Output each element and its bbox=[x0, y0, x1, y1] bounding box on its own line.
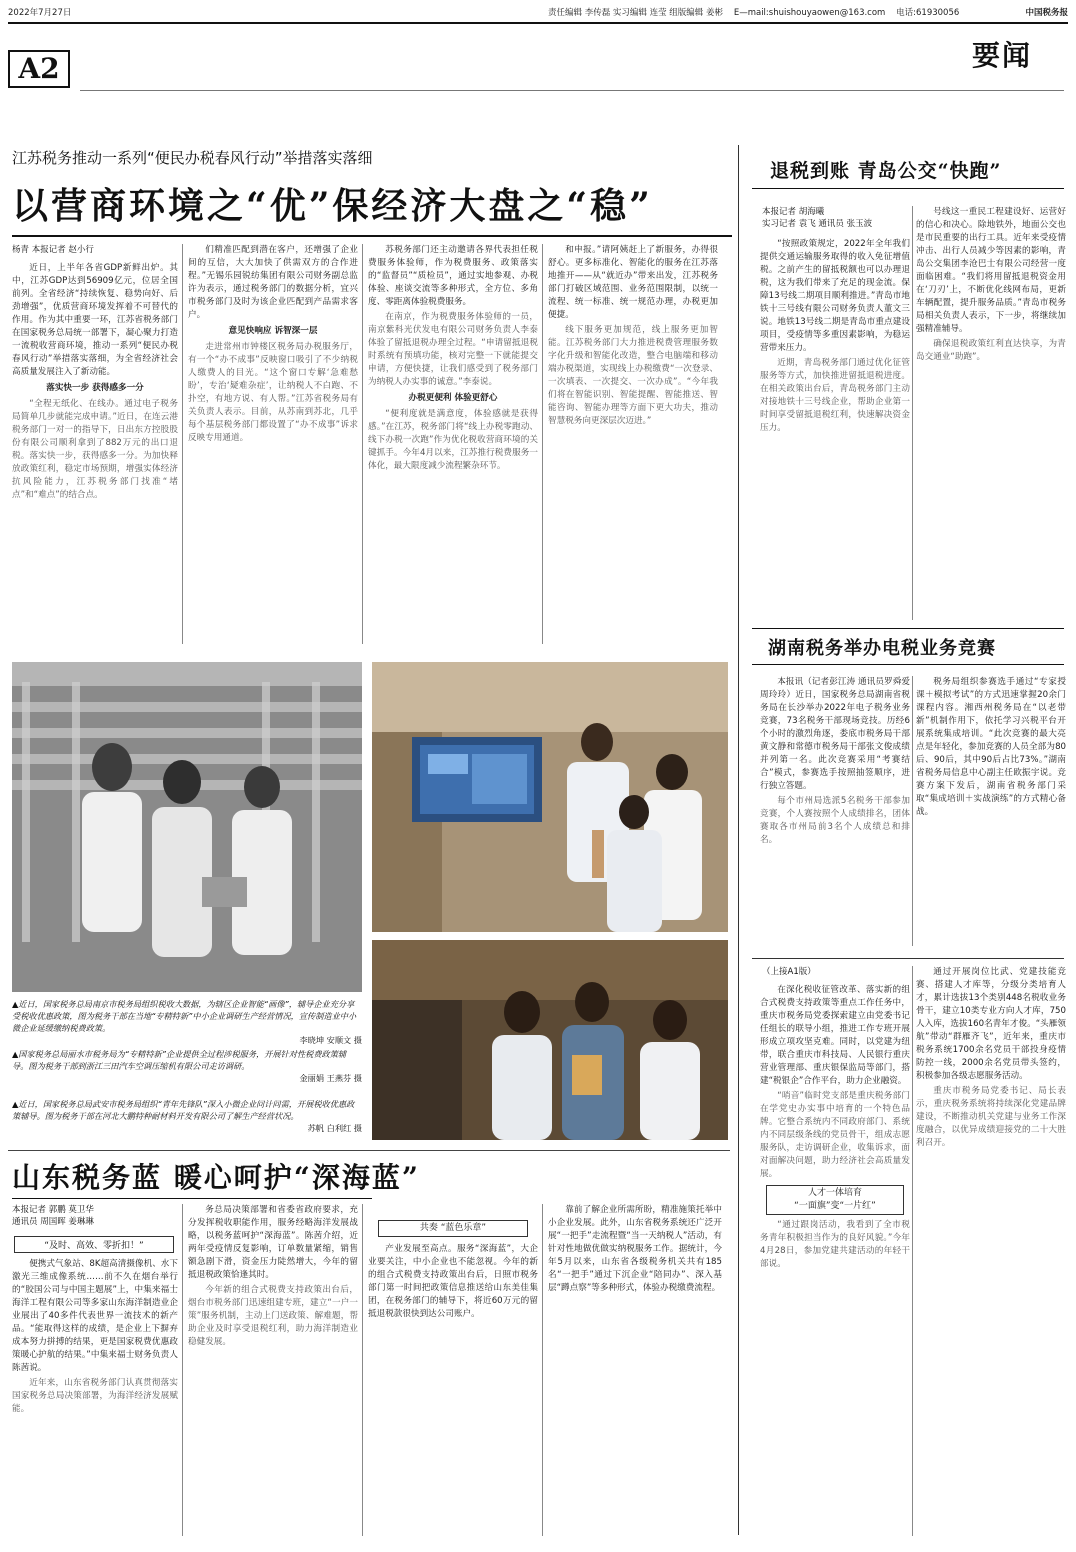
lead-rule bbox=[12, 235, 732, 237]
photo-caption-1 bbox=[12, 998, 362, 1046]
shandong-byline: 本报记者 郭鹏 莫卫华 通讯员 周国晖 姜琳琳 bbox=[12, 1205, 94, 1227]
shandong-divider-2 bbox=[362, 1204, 363, 1536]
qingdao-rule bbox=[752, 188, 1064, 189]
lead-byline: 杨青 本报记者 赵小行 bbox=[12, 245, 94, 255]
photo-factory-visit bbox=[12, 662, 362, 992]
shandong-top-rule bbox=[8, 1150, 730, 1151]
lead-col4-text: 和申报。”请阿姨赶上了新服务，办得很舒心。更多标准化、智能化的服务在江苏落地推开——从“就近办”带来出发，江苏税务部门打破区域范围、业务范围限制，以统一流程、统一标准、统一规范办理，办税更加便捷。 bbox=[548, 245, 718, 320]
hunan-col1-text: 本报讯（记者彭江涛 通讯员罗舜爱 周玲玲）近日，国家税务总局湖南省税务局在长沙举办2022年电子税务业务竞赛，73名税务干部现场竞技。历经6个小时的激烈角逐，娄底市税务局干部黄文静和常德市税务局干部张文俊成绩并列第一名。此次竞赛采用“考赛结合”模式，参赛选手按照抽签顺序，进行独立答题。 bbox=[760, 677, 910, 791]
caption-3-credit: 苏帆 白利红 摄 bbox=[307, 1123, 362, 1133]
caption-1-text: ▲近日，国家税务总局南京市税务局组织税收大数据，为辖区企业智能“画像”，辅导企业充分享受税收优惠政策，图为税务干部在当地“专精特新”中小企业调研生产经营情况，宣传制造业中小微企业延缓缴纳税费政策。 bbox=[12, 999, 357, 1033]
qingdao-col1-text: “按照政策规定，2022年全年我们提供交通运输服务取得的收入免征增值税。之前产生的留抵税额也可以办理退税，这为我们带来了充足的现金流。保障13号线二期项目顺利推进。”青岛市地铁十三号线有限公司财务负责人董文三说。地铁13号线二期是青岛市重点建设项目，受疫情等多重因素影响，为稳运营带来压力。 bbox=[760, 239, 910, 353]
qingdao-column-2: 号线这一重民工程建设好、运营好的信心和决心。除地铁外，地面公交也是市民重要的出行工具。近年来受疫情冲击、出行人员减少等因素的影响，青岛公交集团李沧巴士有限公司经营一度面临困难。“我们将用留抵退税资金用在‘刀刃’上，不断优化线网布局，更新车辆配置，提升服务品质。”青岛市税务局相关负责人表示，下一步，将继续加强精准辅导。 确保退税政策红利直达快享，为青岛交通业“助跑”。 bbox=[916, 207, 1066, 362]
shandong-divider-3 bbox=[542, 1204, 543, 1536]
continued-col1-text: 在深化税收征管改革、落实新的组合式税费支持政策等重点工作任务中，重庆市税务局党委探索建立由党委书记任组长的联导小组，推进工作专班开展形成立项攻坚克难。同时，以党建为纽带，联合重庆市科技局、人民银行重庆营业管理部、重庆银保监局等部门，搭建“税银企”合作平台，助力企业融资。 bbox=[760, 985, 910, 1086]
photo-consulting-art bbox=[372, 662, 728, 932]
qingdao-byline: 本报记者 胡海曦 实习记者 袁飞 通讯员 张玉波 bbox=[762, 207, 873, 229]
lead-divider-3 bbox=[542, 244, 543, 644]
shandong-column-3 bbox=[368, 1204, 538, 1538]
photo-caption-2 bbox=[12, 1048, 362, 1084]
shandong-subhead-2: 共奏 “蓝色乐章” bbox=[378, 1220, 528, 1237]
lead-column-4: 和申报。”请阿姨赶上了新服务，办得很舒心。更多标准化、智能化的服务在江苏落地推开——从“就近办”带来出发，江苏税务部门打破区域范围、业务范围限制，以统一流程、统一标准、统一规范办理，办税更加便捷。 线下服务更加规范，线上服务更加智能。江苏税务部门大力推进税费管理服务数字化升级和智能化改造，整合电脑端和移动端办税渠道，实现线上办税缴费“一次登录、一次填表、一次提交、一次办成”。“今年我们将在智能识别、智能提醒、智能推送、智能咨询、智能办理等方面下更大功夫，推动智慧税务向更深层次迈进。” bbox=[548, 245, 718, 426]
photo-factory-art bbox=[12, 662, 362, 992]
qingdao-divider bbox=[912, 206, 913, 620]
shandong-subhead-1: “及时、高效、零折扣！” bbox=[14, 1236, 174, 1253]
continued-subhead: 人才一体培育 “一面旗”变“一片红” bbox=[766, 1185, 904, 1215]
hunan-column-1: 本报讯（记者彭江涛 通讯员罗舜爱 周玲玲）近日，国家税务总局湖南省税务局在长沙举办2022年电子税务业务竞赛，73名税务干部现场竞技。历经6个小时的激烈角逐，娄底市税务局干部黄文静和常德市税务局干部张文俊成绩并列第一名。此次竞赛采用“考赛结合”模式，参赛选手按照抽签顺序，进行独立答题。 每个市州局选派5名税务干部参加竞赛，个人赛按照个人成绩排名，团体赛取各市州局前3名个人成绩总和排名。 bbox=[760, 677, 910, 845]
qingdao-column-1: “按照政策规定，2022年全年我们提供交通运输服务取得的收入免征增值税。之前产生的留抵税额也可以办理退税，这为我们带来了充足的现金流。保障13号线二期项目顺利推进。”青岛市地铁十三号线有限公司财务负责人董文三说。地铁13号线二期是青岛市重点建设项目，受疫情等多重因素影响，为稳运营带来压力。 近期，青岛税务部门通过优化征管服务等方式，加快推进留抵退税进度。在相关政策出台后，青岛税务部门主动对接地铁十三号线企业，帮助企业第一时间享受留抵退税红利，快速解决资金压力。 bbox=[760, 239, 910, 433]
hunan-top-rule bbox=[752, 628, 1064, 629]
photo-visit-art bbox=[372, 940, 728, 1140]
lead-subhead-2: 意见快响应 诉智深一层 bbox=[228, 326, 318, 336]
main-column-divider bbox=[738, 145, 739, 1535]
section-title: 要闻 bbox=[972, 39, 1033, 72]
shandong-rule bbox=[12, 1198, 372, 1199]
caption-2-text: ▲国家税务总局丽水市税务局为“专精特新”企业提供全过程涉税服务，开展针对性税费政策辅导。图为税务干部到浙江三田汽车空调压缩机有限公司走访调研。 bbox=[12, 1049, 347, 1071]
photo-tax-consulting bbox=[372, 662, 728, 932]
shandong-column-2: 务总局决策部署和省委省政府要求，充分发挥税收职能作用，服务经略海洋发展战略，以税务蓝呵护“深海蓝”。陈茜介绍，近两年受疫情反复影响，订单数量紧缩，销售额急剧下滑，资金压力陡然增大，今年的留抵退税政策恰逢其时。 今年新的组合式税费支持政策出台后，烟台市税务部门迅速组建专班，建立“一户一策”服务机制，主动上门送政策、解难题，帮助企业及时享受退税红利，助力海洋制造业稳健发展。 bbox=[188, 1205, 358, 1347]
lead-headline: 以营商环境之“优”保经济大盘之“稳” bbox=[12, 185, 653, 227]
caption-3-text: ▲近日，国家税务总局武安市税务局组织“青年先锋队”深入小微企业问计问需，开展税收优惠政策辅导。图为税务干部在河北大鹏特种耐材料开发有限公司了解生产经营状况。 bbox=[12, 1099, 355, 1121]
hunan-col2-text: 税务局组织参赛选手通过“专家授课＋模拟考试”的方式迅速掌握20余门课程内容。湘西州税务局在“以老带新”机制作用下，依托学习兴税平台开展系统集成培训。“此次竞赛的最大亮点是年轻化，参加竞赛的人员全部为80后、90后，其中90后占比73%。”湖南省税务局信息中心副主任欧振宇说。竞赛方案下发后，湖南省税务部门采取“集成培训＋实战演练”的方式精心备战。 bbox=[916, 677, 1066, 817]
lead-col1-text: 近日，上半年各省GDP新鲜出炉。其中，江苏GDP达到56909亿元，位居全国前列。全省经济“持续恢复、稳势向好、后劲增强”，优质营商环境发挥着不可替代的作用。作为其中重要一环，江苏省税务部门在国家税务总局统一部署下，凝心聚力打造一流税收营商环境，推动一系列“便民办税春风行动”举措落实落细，为全省经济社会高质量发展注入了新动能。 bbox=[12, 263, 178, 377]
qingdao-col2-text: 号线这一重民工程建设好、运营好的信心和决心。除地铁外，地面公交也是市民重要的出行工具。近年来受疫情冲击、出行人员减少等因素的影响，青岛公交集团李沧巴士有限公司经营一度面临困难。“我们将用留抵退税资金用在‘刀刃’上，不断优化线网布局，更新车辆配置，提升服务品质。”青岛市税务局相关负责人表示，下一步，将继续加强精准辅导。 bbox=[916, 207, 1066, 334]
lead-col3-text: 苏税务部门还主动邀请各界代表担任税费服务体验师，作为税费服务、政策落实的“监督员”“质检员”，通过实地参观、办税体验、座谈交流等多种形式，全方位、多角度、零距离体验税费服务。 bbox=[368, 245, 538, 307]
page-number: A2 bbox=[8, 50, 70, 88]
lead-subhead-1: 落实快一步 获得感多一分 bbox=[46, 383, 144, 393]
continued-label: （上接A1版） bbox=[762, 967, 816, 977]
lead-kicker: 江苏税务推动一系列“便民办税春风行动”举措落实落细 bbox=[12, 149, 373, 167]
lead-divider-1 bbox=[182, 244, 183, 644]
editor-line bbox=[548, 6, 959, 18]
qingdao-headline: 退税到账 青岛公交“快跑” bbox=[770, 160, 1002, 182]
photo-enterprise-visit bbox=[372, 940, 728, 1140]
shandong-col4-text: 靠前了解企业所需所盼，精准施策托举中小企业发展。此外，山东省税务系统还广泛开展“一把手”走流程暨“当一天纳税人”活动，有针对性地做优做实纳税服务工作。据统计，今年5月以来，山东省各级税务机关共有185名“一把手”通过下沉企业“陪同办”、深入基层“蹲点察”等多种形式，体验办税缴费流程。 bbox=[548, 1205, 722, 1293]
paper-name: 中国税务报 bbox=[1025, 8, 1068, 18]
shandong-column-4 bbox=[548, 1204, 722, 1538]
issue-date: 2022年7月27日 bbox=[8, 8, 72, 18]
continued-divider bbox=[912, 966, 913, 1536]
shandong-col2-text: 务总局决策部署和省委省政府要求，充分发挥税收职能作用，服务经略海洋发展战略，以税务蓝呵护“深海蓝”。陈茜介绍，近两年受疫情反复影响，订单数量紧缩，销售额急剧下滑，资金压力陡然增大，今年的留抵退税政策恰逢其时。 bbox=[188, 1205, 358, 1280]
shandong-col1-text: 便携式气象站、8K超高清摄像机、水下激光三维成像系统……前不久在烟台举行的“胶国公司与中国主题展”上，中集来福士海洋工程有限公司等多家山东海洋制造业企业展出了40多件代表世界一流技术的新产品。“能取得这样的成绩，是企业上下摒弃成本努力拼搏的结果，更是国家税费优惠政策暖心护航的结果。”中集来福士财务负责人陈茜说。 bbox=[12, 1259, 178, 1373]
hunan-column-2 bbox=[916, 676, 1066, 948]
caption-1-credit: 李晓坤 安顺文 摄 bbox=[299, 1035, 362, 1045]
continued-column-2: 通过开展岗位比武、党建技能竞赛、搭建人才库等，分级分类培育人才，累计选拔13个类别448名税收业务骨干，建立10类专业方向人才库，750人入库，选拔160名青年才俊。“头雁领航”带动“群雁齐飞”，近年来，重庆市税务系统1700余名党员干部投身疫情防控一线，2000余名党员带头签约，积极参加各级志愿服务活动。 重庆市税务局党委书记、局长表示，重庆税务系统将持续深化党建品牌建设，不断推动机关党建与业务工作深度融合，以优异成绩迎接党的二十大胜利召开。 bbox=[916, 967, 1066, 1148]
continued-column-1: 在深化税收征管改革、落实新的组合式税费支持政策等重点工作任务中，重庆市税务局党委探索建立由党委书记任组长的联导小组，推进工作专班开展形成立项攻坚克难。同时，以党建为纽带，联合重庆市科技局、人民银行重庆营业管理部、重庆银保监局等部门，搭建“税银企”合作平台，助力企业融资。 “哨音”临时党支部是重庆税务部门在学党史办实事中培育的一个特色品牌。它整合系统内不同政府部门、系统内不同层级条线的党员骨干，组成志愿服务队，走访调研企业，收集诉求，面对面解决问题，助力经济社会高质量发展。 人才一体培育 “一面旗”变“一片红” “通过跟岗活动，我看到了全市税务青年积极担当作为的良好风貌。”今年4月28日，参加党建共建活动的年轻干部说。 bbox=[760, 985, 910, 1269]
continued-col2-text: 通过开展岗位比武、党建技能竞赛、搭建人才库等，分级分类培育人才，累计选拔13个类别448名税收业务骨干，建立10类专业方向人才库，750人入库，选拔160名青年才俊。“头雁领航”带动“群雁齐飞”，近年来，重庆市税务系统1700余名党员干部投身疫情防控一线，2000余名党员带头签约，积极参加各级志愿服务活动。 bbox=[916, 967, 1066, 1081]
lead-column-2: 们精准匹配到潜在客户，还增强了企业间的互信，大大加快了供需双方的合作进程。”无锡乐园锐纺集团有限公司财务副总监许为表示，通过税务部门的数据分析，宜兴市税务部门及时为该企业匹配到产品需求客户。 意见快响应 诉智深一层 走进常州市钟楼区税务局办税服务厅，有一个“办不成事”反映窗口吸引了不少纳税人缴费人的目光。“这个窗口专解‘急难愁盼’，专治‘疑难杂症’，让纳税人不白跑、不扑空，有地方说、有人帮。”江苏省税务局有关负责人表示。目前，从苏南到苏北，几乎每个基层税务部门都设置了“办不成事”诉求反映专用通道。 bbox=[188, 245, 358, 443]
masthead bbox=[8, 6, 1068, 20]
shandong-col3-text: 产业发展至高点。服务“深海蓝”，大企业要关注，中小企业也不能忽视。今年的新的组合式税费支持政策出台后，日照市税务部门第一时间把政策信息推送给山东美佳集团，在税务部门的辅导下，将近60万元的留抵退税款很快到达公司账户。 bbox=[368, 1244, 538, 1319]
phone: 电话:61930056 bbox=[896, 8, 960, 18]
hunan-divider bbox=[912, 676, 913, 946]
masthead-rule bbox=[8, 22, 1068, 24]
header-thin-rule bbox=[80, 90, 1064, 91]
email: E—mail:shuishouyaowen@163.com bbox=[733, 8, 886, 18]
hunan-headline: 湖南税务举办电税业务竞赛 bbox=[768, 638, 996, 659]
lead-column-1: 近日，上半年各省GDP新鲜出炉。其中，江苏GDP达到56909亿元，位居全国前列。全省经济“持续恢复、稳势向好、后劲增强”，优质营商环境发挥着不可替代的作用。作为其中重要一环，江苏省税务部门在国家税务总局统一部署下，凝心聚力打造一流税收营商环境，推动一系列“便民办税春风行动”举措落实落细，为全省经济社会高质量发展注入了新动能。 落实快一步 获得感多一分 “全程无纸化、在线办。通过电子税务局简单几步就能完成申请。”近日，在连云港税务部门一对一的指导下，日出东方控股股份有限公司顺利拿到了882万元的出口退税。落实快一步，获得感多一分。为加快释放政策红利，稳定市场预期，增强实体经济抗风险能力，江苏税务部门找准“堵点”和“难点”的结合点。 bbox=[12, 263, 178, 500]
continued-top-rule bbox=[752, 958, 1064, 959]
lead-divider-2 bbox=[362, 244, 363, 644]
lead-col2-text: 们精准匹配到潜在客户，还增强了企业间的互信，大大加快了供需双方的合作进程。”无锡乐园锐纺集团有限公司财务副总监许为表示，通过税务部门的数据分析，宜兴市税务部门及时为该企业匹配到产品需求客户。 bbox=[188, 245, 358, 320]
shandong-column-1: 便携式气象站、8K超高清摄像机、水下激光三维成像系统……前不久在烟台举行的“胶国公司与中国主题展”上，中集来福士海洋工程有限公司等多家山东海洋制造业企业展出了40多件代表世界一流技术的新产品。“能取得这样的成绩，是企业上下摒弃成本努力拼搏的结果，更是国家税费优惠政策暖心护航的结果。”中集来福士财务负责人陈茜说。 近年来，山东省税务部门认真贯彻落实国家税务总局决策部署，为海洋经济发展赋能。 bbox=[12, 1259, 178, 1414]
lead-column-3: 苏税务部门还主动邀请各界代表担任税费服务体验师，作为税费服务、政策落实的“监督员”“质检员”，通过实地参观、办税体验、座谈交流等多种形式，全方位、多角度、零距离体验税费服务。 在南京，作为税费服务体验师的一员，南京紫科光伏发电有限公司财务负责人李泰体验了留抵退税办理全过程。“申请留抵退税时系统有预填功能，核对完整一下就能提交申请，方便快捷，让我们感受到了税务部门为纳税人办实事的诚意。”李泰说。 办税更便利 体验更舒心 “便利度就是满意度，体验感就是获得感。”在江苏，税务部门将“线上办税零跑动、线下办税一次跑”作为优化税收营商环境的关键抓手。今年4月以来，江苏推行税费服务一体化，最大限度减少流程繁杂环节。 bbox=[368, 245, 538, 471]
shandong-divider-1 bbox=[182, 1204, 183, 1536]
shandong-headline: 山东税务蓝 暖心呵护“深海蓝” bbox=[12, 1161, 420, 1194]
editors: 责任编辑 李传磊 实习编辑 连莹 组版编辑 姜彬 bbox=[548, 8, 724, 18]
hunan-rule bbox=[752, 664, 1064, 665]
photo-caption-3 bbox=[12, 1098, 362, 1134]
caption-2-credit: 金丽娟 王燕芬 摄 bbox=[299, 1073, 362, 1083]
lead-subhead-3: 办税更便利 体验更舒心 bbox=[408, 393, 498, 403]
